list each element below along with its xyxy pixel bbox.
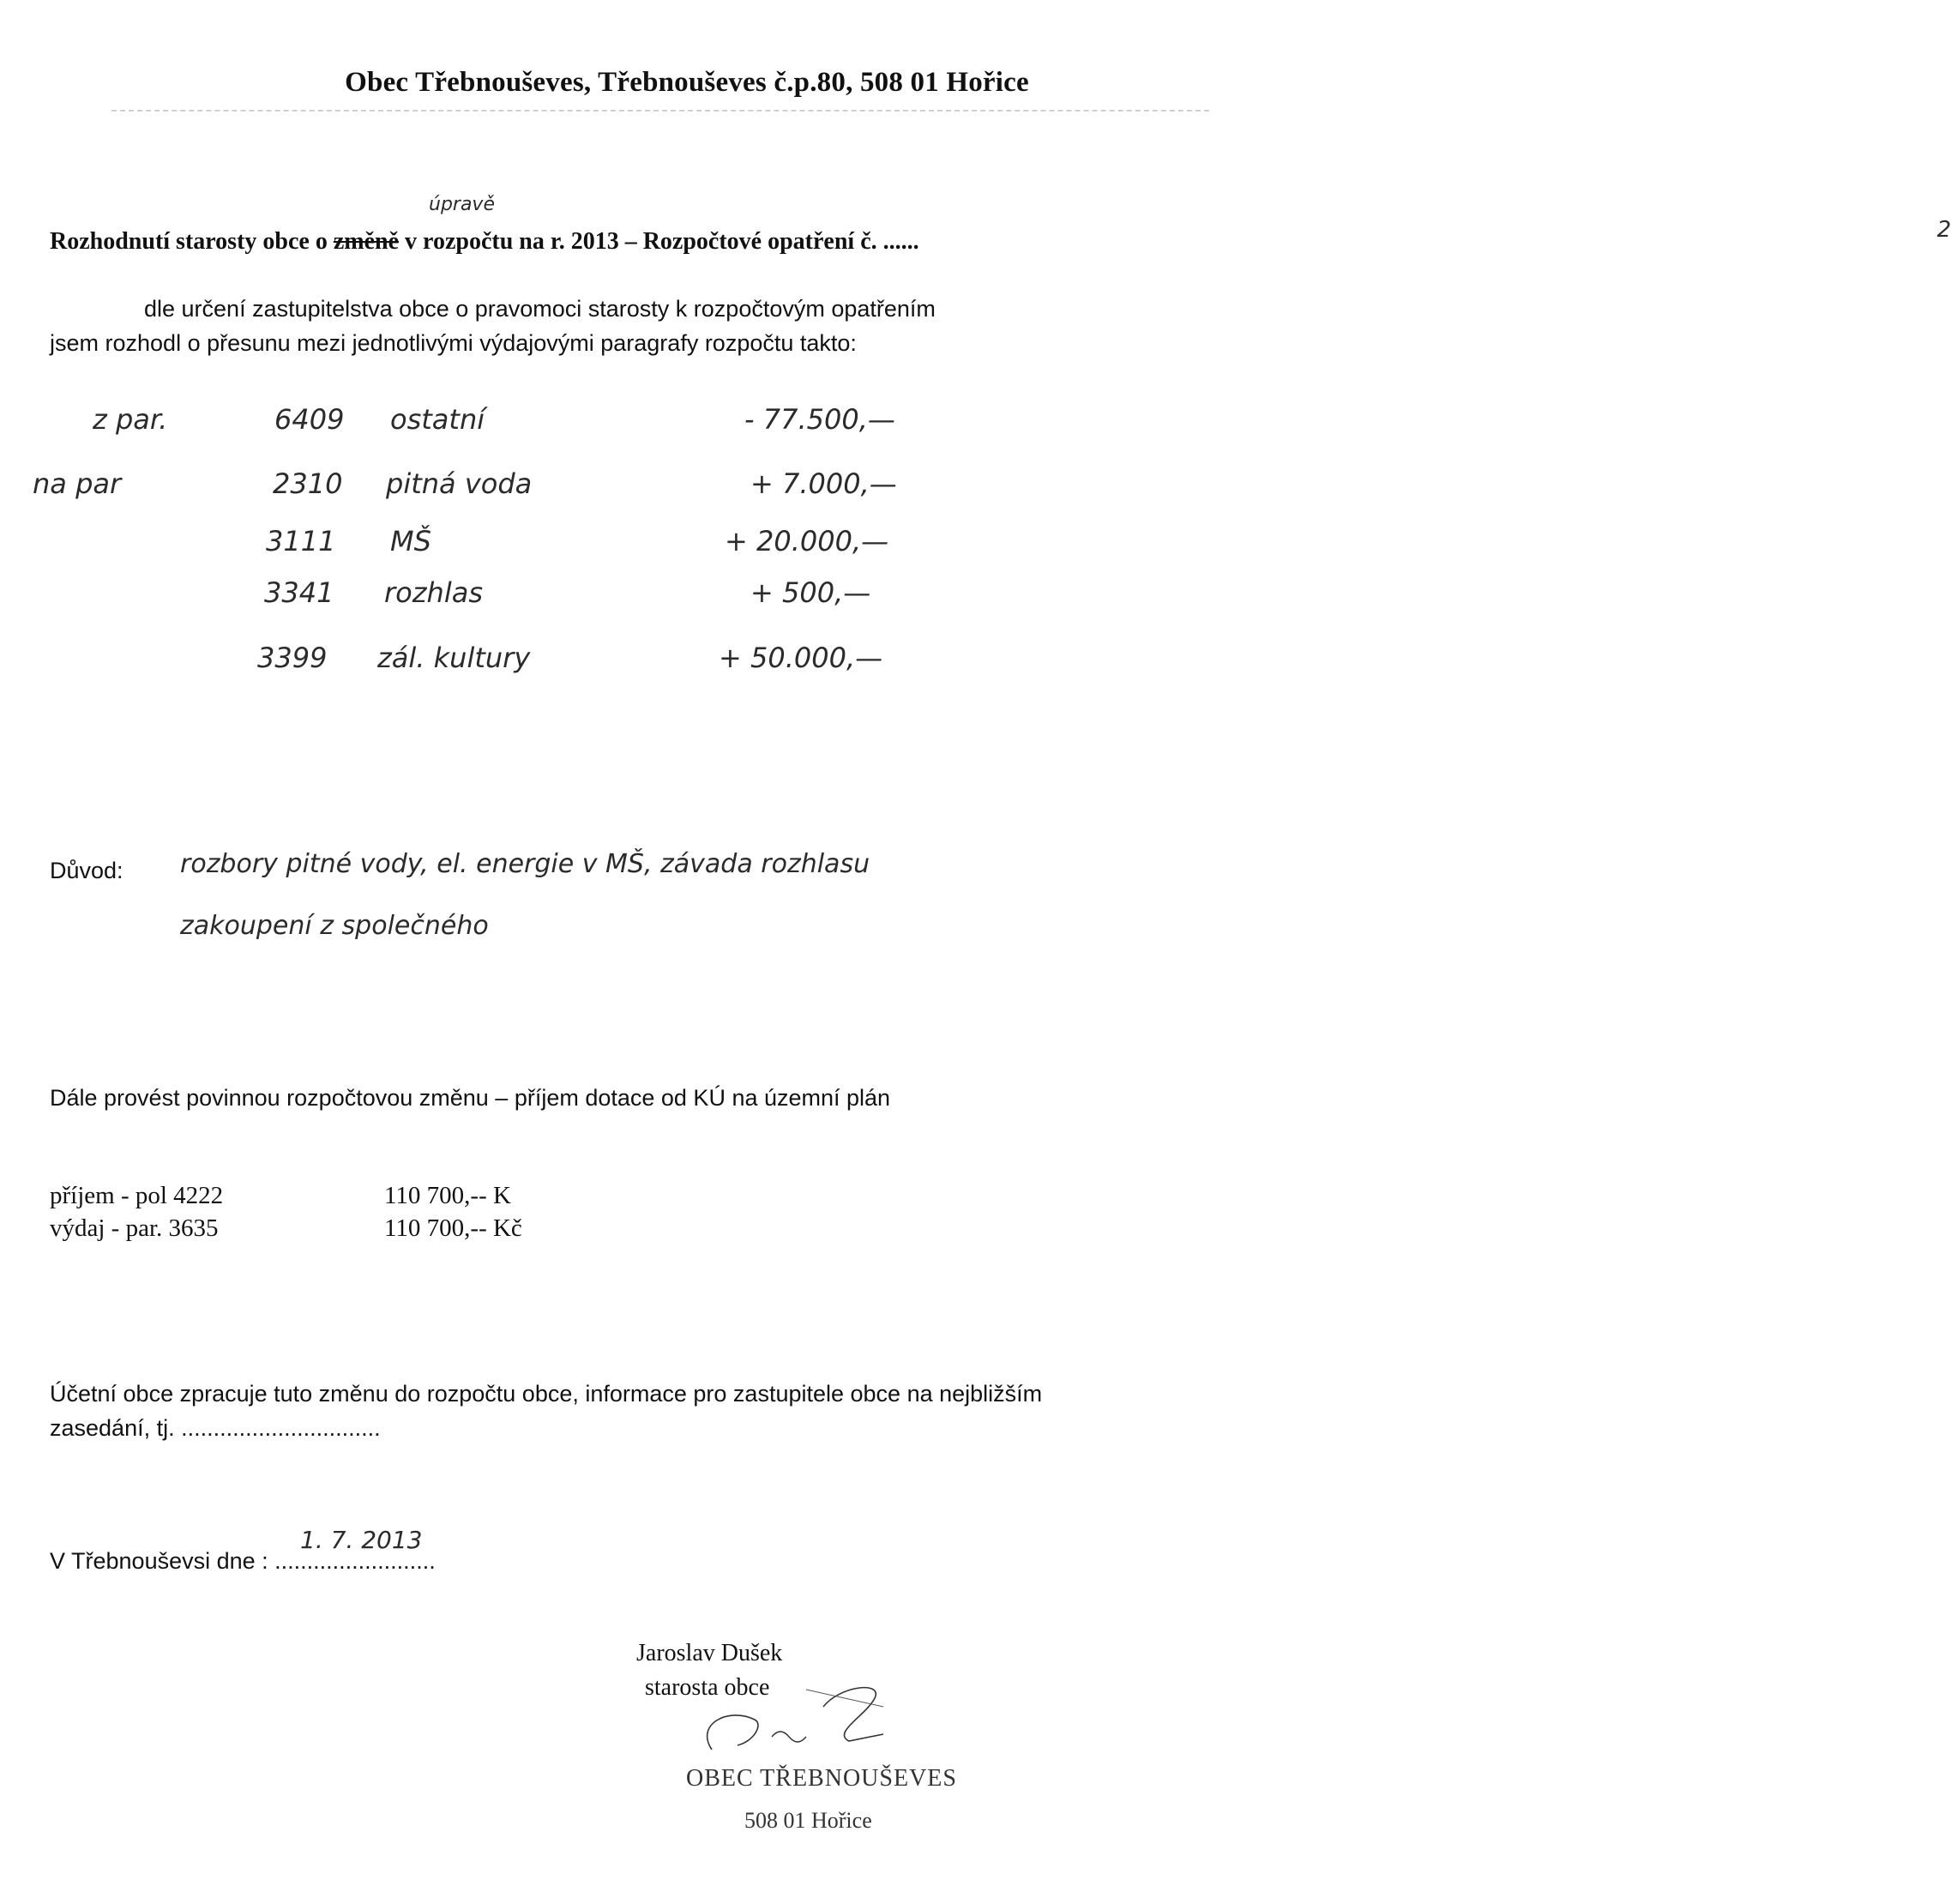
handwritten-signature [677, 1672, 935, 1767]
title-prefix: Rozhodnutí starosty obce o [50, 228, 334, 255]
budget-amount: + 20.000,— [725, 525, 889, 557]
title-middle: v rozpočtu na r. 2013 – Rozpočtové opatření č. [399, 228, 883, 255]
budget-prefix: z par. [93, 403, 168, 436]
budget-name: MŠ [390, 525, 431, 557]
budget-row [0, 642, 1374, 684]
stamp-line-1: OBEC TŘEBNOUŠEVES [686, 1765, 957, 1792]
budget-name: zál. kultury [377, 642, 531, 674]
reason-line-1: rozbory pitné vody, el. energie v MŠ, závada rozhlasu [180, 849, 870, 879]
budget-row [0, 467, 1374, 510]
budget-row [0, 576, 1374, 619]
accounting-line-1: Účetní obce zpracuje tuto změnu do rozpočtu obce, informace pro zastupitele obce na nejbližším [50, 1381, 1043, 1407]
accounting-line-2: zasedání, tj. ............................... [50, 1415, 381, 1441]
budget-amount: + 7.000,— [750, 467, 897, 500]
mandatory-change-text: Dále provést povinnou rozpočtovou změnu – příjem dotace od KÚ na územní plán [50, 1085, 891, 1111]
date-handwritten: 1. 7. 2013 [300, 1526, 423, 1554]
budget-paragraph: 3399 [257, 642, 328, 674]
budget-row [0, 403, 1374, 446]
budget-paragraph: 6409 [274, 403, 345, 436]
title-struck-word: změně [333, 228, 400, 255]
budget-paragraph: 3111 [266, 525, 336, 557]
income-label: příjem - pol 4222 [50, 1182, 224, 1209]
budget-amount: + 500,— [750, 576, 871, 609]
title-inserted-word: úpravě [429, 194, 495, 215]
intro-line-2: jsem rozhodl o přesunu mezi jednotlivými výdajovými paragrafy rozpočtu takto: [50, 330, 857, 356]
date-label: V Třebnouševsi dne : [50, 1548, 275, 1574]
signatory-role: starosta obce [645, 1674, 770, 1701]
budget-paragraph: 3341 [264, 576, 334, 609]
expense-label: výdaj - par. 3635 [50, 1214, 219, 1242]
expense-amount: 110 700,-- Kč [384, 1214, 522, 1242]
budget-amount: + 50.000,— [719, 642, 883, 674]
budget-prefix: na par [33, 467, 122, 500]
income-amount: 110 700,-- K [384, 1182, 511, 1209]
date-dots: ......................... [274, 1548, 436, 1574]
budget-name: rozhlas [384, 576, 483, 609]
title-number-handwritten: 2 [1936, 217, 1951, 243]
reason-label: Důvod: [50, 858, 123, 883]
budget-paragraph: 2310 [273, 467, 343, 500]
budget-name: ostatní [390, 403, 485, 436]
budget-name: pitná voda [386, 467, 533, 500]
reason-line-2: zakoupení z společného [180, 911, 489, 941]
decision-title [50, 194, 1951, 256]
header-divider [111, 110, 1209, 111]
date-line [50, 1526, 436, 1575]
budget-amount: - 77.500,— [744, 403, 895, 436]
municipality-header: Obec Třebnouševes, Třebnouševes č.p.80, 508 01 Hořice [345, 67, 1029, 98]
intro-line-1: dle určení zastupitelstva obce o pravomoci starosty k rozpočtovým opatřením [144, 296, 936, 322]
title-number-dots: ...... [882, 228, 919, 255]
signatory-name: Jaroslav Dušek [636, 1640, 783, 1666]
budget-row [0, 525, 1374, 568]
stamp-line-2: 508 01 Hořice [744, 1808, 872, 1833]
